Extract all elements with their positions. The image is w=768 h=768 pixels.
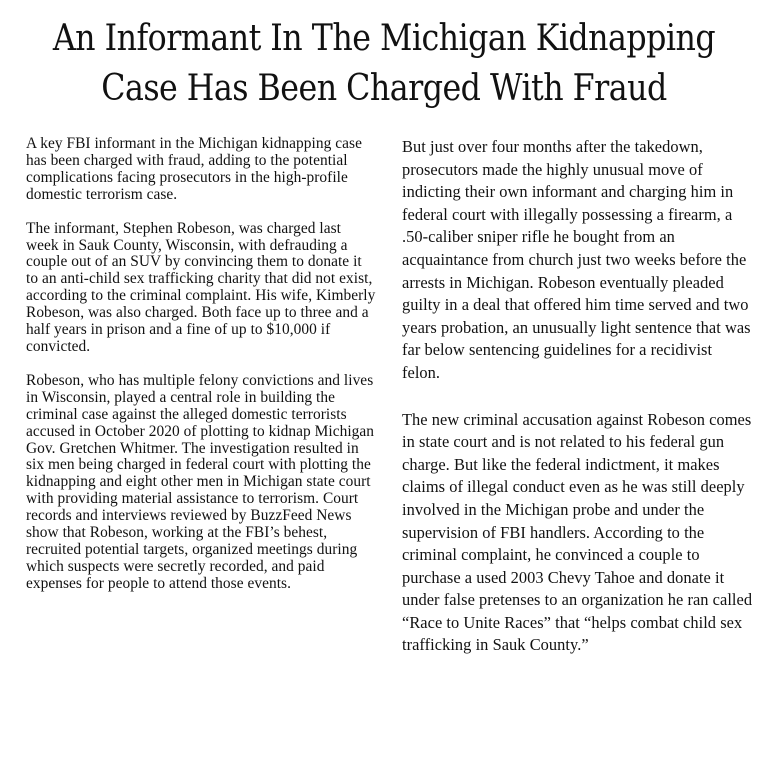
paragraph: The informant, Stephen Robeson, was charged last week in Sauk County, Wisconsin, with defrauding a couple out of an SUV by convincing them to donate it to an anti-child sex trafficking charity that did not exist, according to the criminal complaint. His wife, Kimberly Robeson, was also charged. Both face up to three and a half years in prison and a fine of up to $10,000 if convicted. — [26, 219, 376, 355]
paragraph: A key FBI informant in the Michigan kidnapping case has been charged with fraud, adding to the potential complications facing prosecutors in the high-profile domestic terrorism case. — [26, 135, 362, 203]
left-column — [26, 136, 376, 593]
title-line-2: Case Has Been Charged With Fraud — [101, 68, 667, 109]
right-column — [402, 136, 754, 657]
paragraph: But just over four months after the takedown, prosecutors made the highly unusual move of indicting their own informant and charging him in federal court with illegally possessing a firearm, a .50-caliber sniper rifle he bought from an acquaintance from church just two weeks before the arrests in Michigan. Robeson eventually pleaded guilty in a deal that offered him time served and two years probation, an unusually light sentence that was far below sentencing guidelines for a recidivist felon. — [402, 137, 751, 382]
title-line-1: An Informant In The Michigan Kidnapping — [52, 18, 716, 59]
paragraph: Robeson, who has multiple felony convictions and lives in Wisconsin, played a central role in building the criminal case against the alleged domestic terrorists accused in October 2020 of plotting to kidnap Michigan Gov. Gretchen Whitmer. The investigation resulted in six men being charged in federal court with plotting the kidnapping and eight other men in Michigan state court with providing material assistance to terrorism. Court records and interviews reviewed by BuzzFeed News show that Robeson, working at the FBI’s behest, recruited potential targets, organized meetings during which suspects were secretly recorded, and paid expenses for people to attend those events. — [26, 371, 375, 592]
paragraph: The new criminal accusation against Robeson comes in state court and is not related to his federal gun charge. But like the federal indictment, it makes claims of illegal conduct even as he was still deeply involved in the Michigan probe and under the supervision of FBI handlers. According to the criminal complaint, he convinced a couple to purchase a used 2003 Chevy Tahoe and donate it under false pretenses to an organization he ran called “Race to Unite Races” that “helps combat child sex trafficking in Sauk County.” — [402, 409, 753, 655]
article-title — [46, 14, 722, 114]
